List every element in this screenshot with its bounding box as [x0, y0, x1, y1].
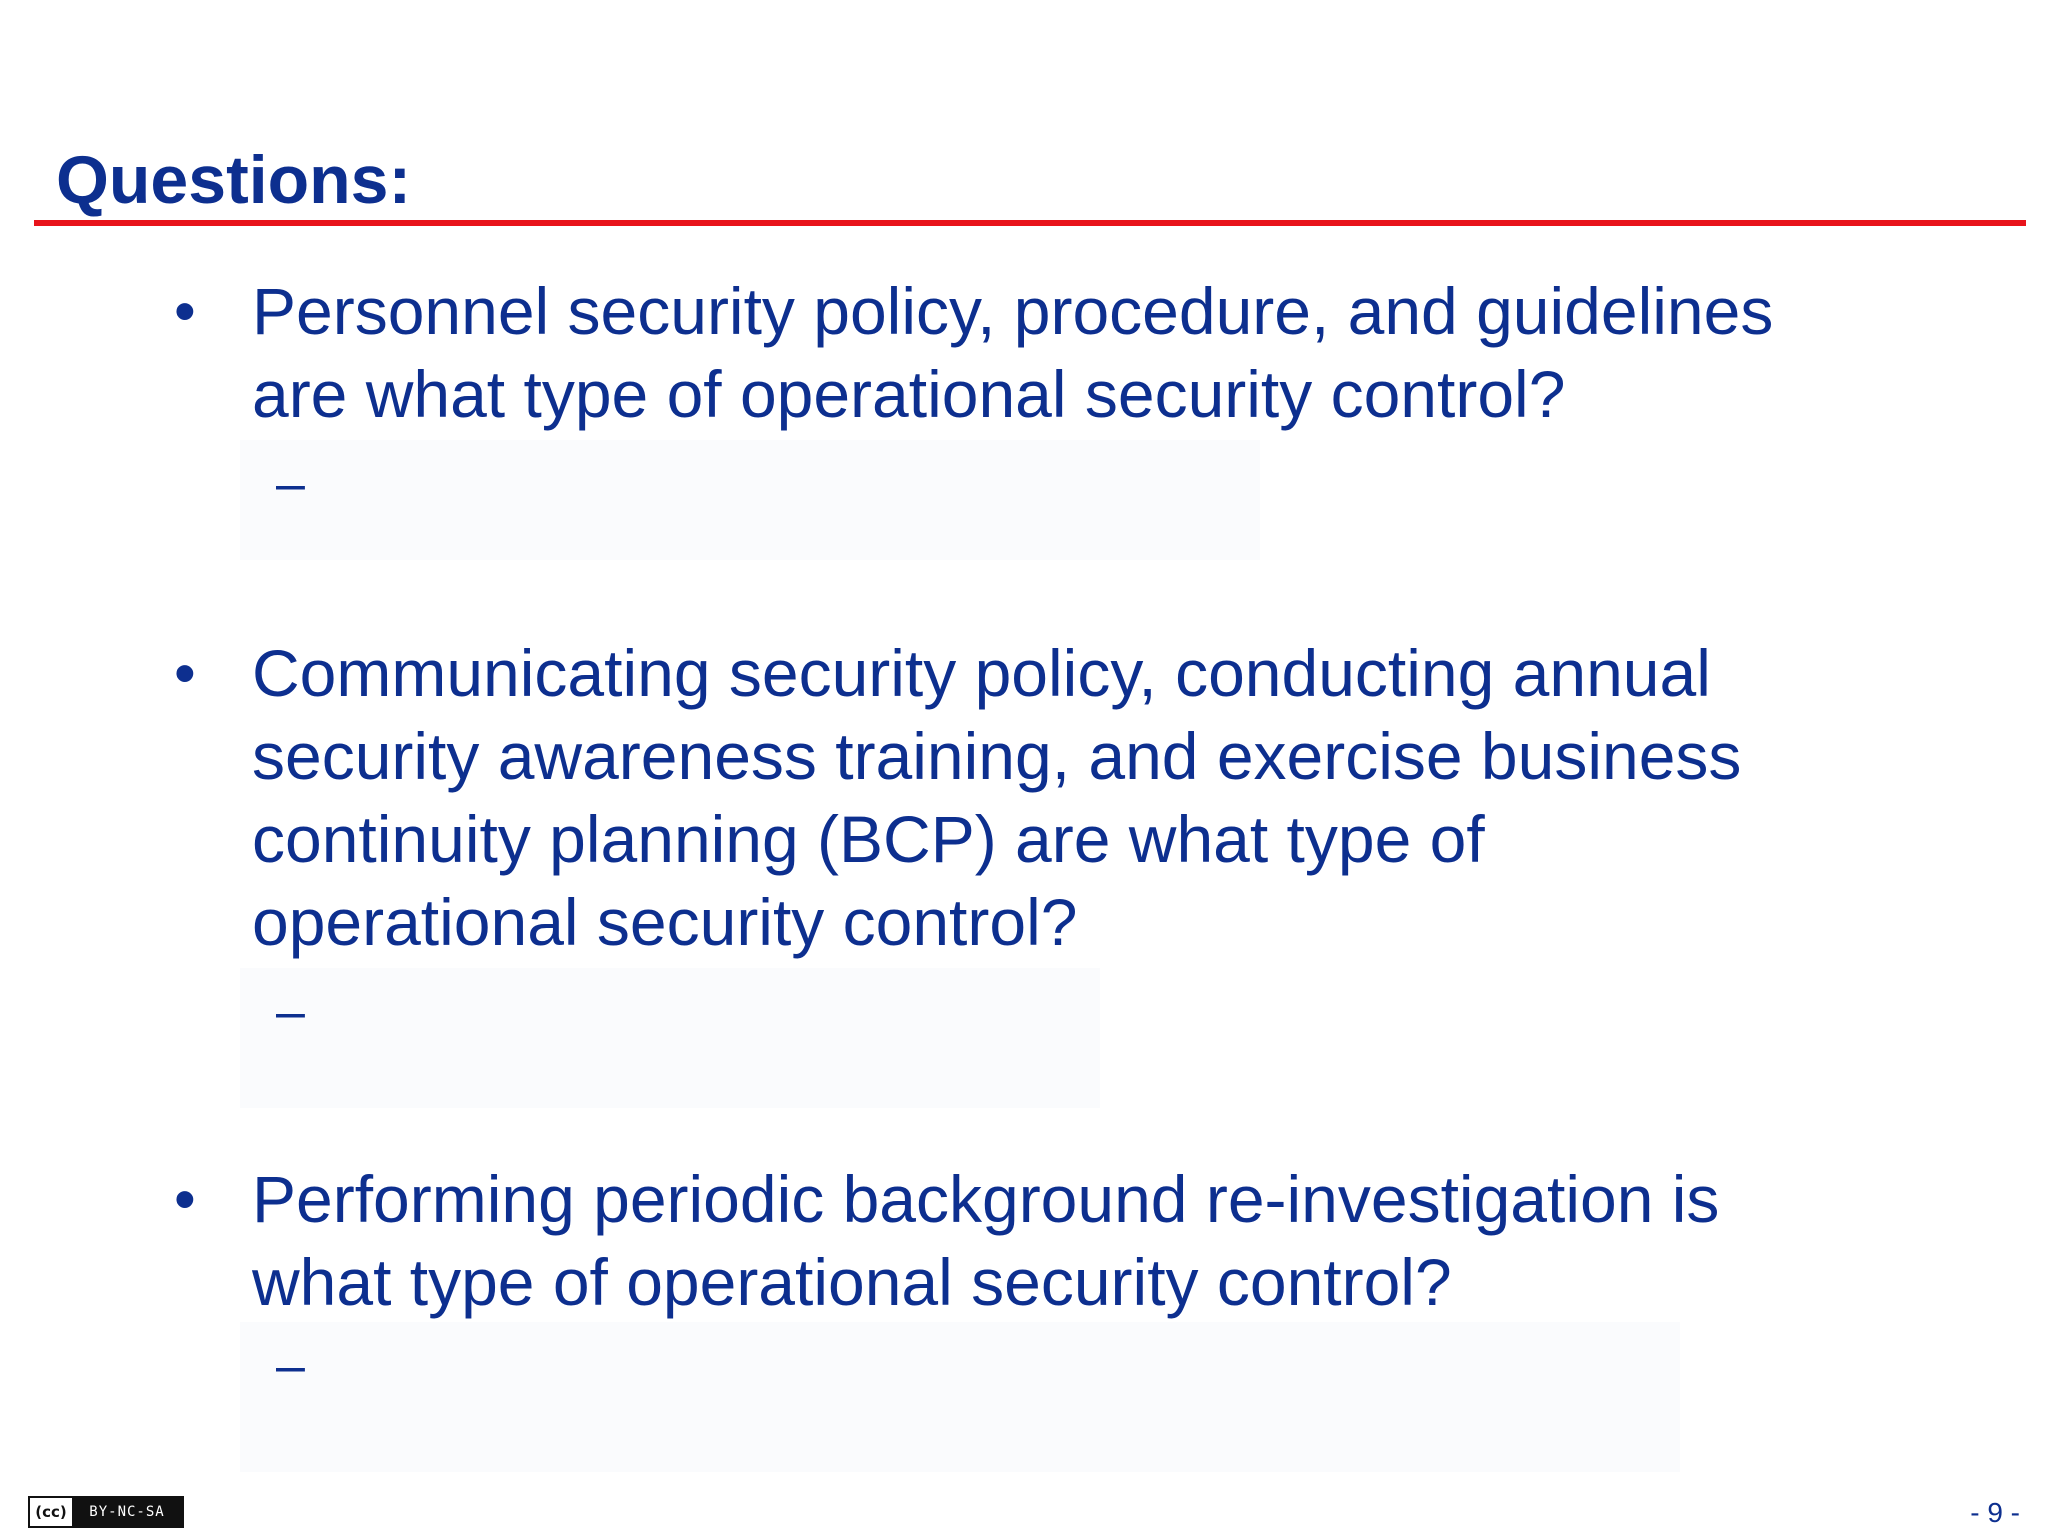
- question-line: security awareness training, and exercise business: [252, 719, 1742, 793]
- question-line: what type of operational security control?: [252, 1245, 1452, 1319]
- license-label: BY-NC-SA: [72, 1498, 182, 1526]
- question-line: Communicating security policy, conducting annual: [252, 636, 1711, 710]
- question-text: [252, 270, 1872, 436]
- answer-dash: –: [276, 983, 305, 1041]
- cc-icon: (cc): [30, 1498, 72, 1526]
- bullet-icon: •: [174, 639, 196, 708]
- question-line: are what type of operational security control?: [252, 357, 1566, 431]
- cc-license-badge: [28, 1496, 184, 1528]
- answer-area: [240, 1322, 1680, 1472]
- slide-title: Questions:: [56, 142, 412, 218]
- question-text: [252, 1158, 1872, 1324]
- answer-area: [240, 968, 1100, 1108]
- question-line: Performing periodic background re-investigation is: [252, 1162, 1720, 1236]
- question-text: [252, 632, 1872, 964]
- answer-dash: –: [276, 1337, 305, 1395]
- bullet-icon: •: [174, 1165, 196, 1234]
- answer-dash: –: [276, 455, 305, 513]
- page-number: - 9 -: [1970, 1497, 2020, 1528]
- answer-area: [240, 440, 1260, 560]
- question-line: Personnel security policy, procedure, and guidelines: [252, 274, 1774, 348]
- question-line: operational security control?: [252, 885, 1078, 959]
- bullet-icon: •: [174, 277, 196, 346]
- question-line: continuity planning (BCP) are what type of: [252, 802, 1485, 876]
